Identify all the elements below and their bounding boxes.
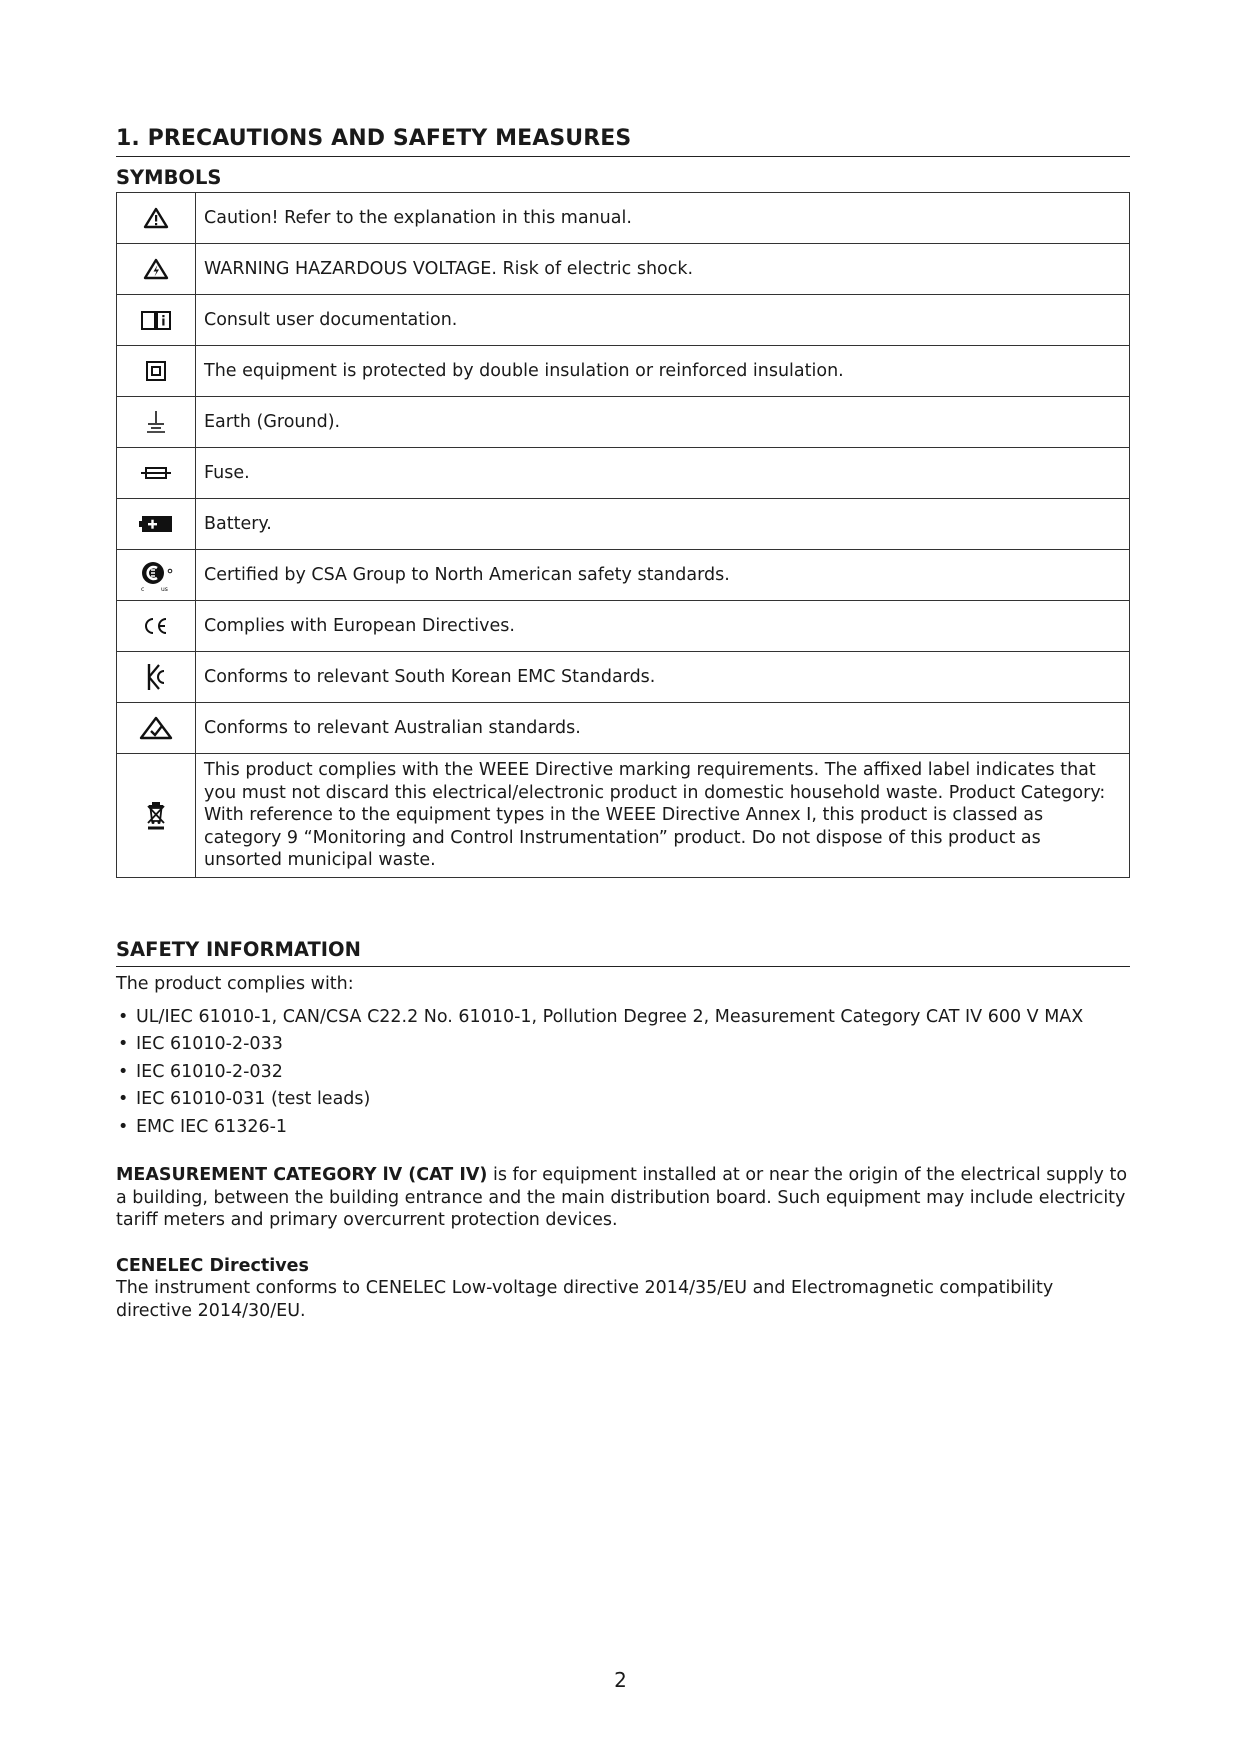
- earth-ground-icon: [144, 412, 168, 432]
- table-row: [117, 499, 1130, 550]
- symbol-description: Conforms to relevant Australian standards.: [196, 703, 1130, 754]
- list-item: • EMC IEC 61326-1: [116, 1114, 1130, 1142]
- table-row: [117, 193, 1130, 244]
- symbol-description: Earth (Ground).: [196, 397, 1130, 448]
- user-documentation-icon: [140, 310, 172, 330]
- weee-bin-icon: [147, 806, 165, 826]
- table-row: [117, 754, 1130, 878]
- safety-heading: SAFETY INFORMATION: [116, 938, 1130, 967]
- list-item: • UL/IEC 61010-1, CAN/CSA C22.2 No. 61010-1, Pollution Degree 2, Measurement Category CAT IV 600 V MAX: [116, 1004, 1130, 1032]
- measurement-category-label: MEASUREMENT CATEGORY lV (CAT IV): [116, 1165, 488, 1185]
- symbol-description: Fuse.: [196, 448, 1130, 499]
- list-item: • IEC 61010-2-032: [116, 1059, 1130, 1087]
- list-item: • IEC 61010-031 (test leads): [116, 1086, 1130, 1114]
- symbols-heading: SYMBOLS: [116, 166, 222, 189]
- safety-intro: The product complies with:: [116, 974, 354, 994]
- symbol-description: The equipment is protected by double insulation or reinforced insulation.: [196, 346, 1130, 397]
- table-row: [117, 346, 1130, 397]
- ce-mark-icon: [142, 616, 170, 636]
- symbol-description: Consult user documentation.: [196, 295, 1130, 346]
- table-row: [117, 703, 1130, 754]
- table-row: [117, 397, 1130, 448]
- standards-list: [116, 1004, 1130, 1142]
- battery-icon: [139, 514, 173, 534]
- symbols-table: [116, 192, 1130, 878]
- symbol-description: WARNING HAZARDOUS VOLTAGE. Risk of electric shock.: [196, 244, 1130, 295]
- kc-mark-icon: [146, 667, 166, 687]
- table-row: [117, 295, 1130, 346]
- measurement-category-text: is for equipment installed at or near the origin of the electrical supply to a building, between the building entrance and the main distribution board. Such equipment may include electricity tariff meters and primary overcurrent protection devices.: [116, 1165, 1128, 1230]
- table-row: [117, 601, 1130, 652]
- symbol-description: Battery.: [196, 499, 1130, 550]
- fuse-icon: [140, 463, 172, 483]
- table-row: [117, 652, 1130, 703]
- symbol-description: Conforms to relevant South Korean EMC Standards.: [196, 652, 1130, 703]
- double-insulation-icon: [145, 361, 167, 381]
- symbol-description: This product complies with the WEEE Directive marking requirements. The affixed label indicates that you must not discard this electrical/electronic product in domestic household waste. Product Category: With reference to the equipment types in the WEEE Directive Annex I, this product is classed as category 9 “Monitoring and Control Instrumentation” product. Do not dispose of this product as unsorted municipal waste.: [196, 754, 1130, 878]
- hazardous-voltage-icon: [143, 259, 169, 279]
- page-content: [116, 122, 1130, 1322]
- caution-triangle-icon: [143, 208, 169, 228]
- table-row: [117, 448, 1130, 499]
- page-number: 2: [614, 1668, 627, 1692]
- cenelec-heading: CENELEC Directives: [116, 1255, 309, 1276]
- list-item: • IEC 61010-2-033: [116, 1031, 1130, 1059]
- symbol-description: Caution! Refer to the explanation in this manual.: [196, 193, 1130, 244]
- svg-text:c: c: [141, 586, 145, 592]
- table-row: [117, 550, 1130, 601]
- symbol-description: Complies with European Directives.: [196, 601, 1130, 652]
- rcm-mark-icon: [139, 718, 173, 738]
- svg-text:us: us: [161, 586, 168, 592]
- csa-mark-icon: [136, 565, 176, 592]
- page-title: 1. PRECAUTIONS AND SAFETY MEASURES: [116, 122, 1130, 157]
- symbol-description: Certified by CSA Group to North American safety standards.: [196, 550, 1130, 601]
- cenelec-text: The instrument conforms to CENELEC Low-voltage directive 2014/35/EU and Electromagnetic compatibility directive 2014/30/EU.: [116, 1278, 1054, 1321]
- table-row: [117, 244, 1130, 295]
- measurement-category-paragraph: [116, 1164, 1130, 1232]
